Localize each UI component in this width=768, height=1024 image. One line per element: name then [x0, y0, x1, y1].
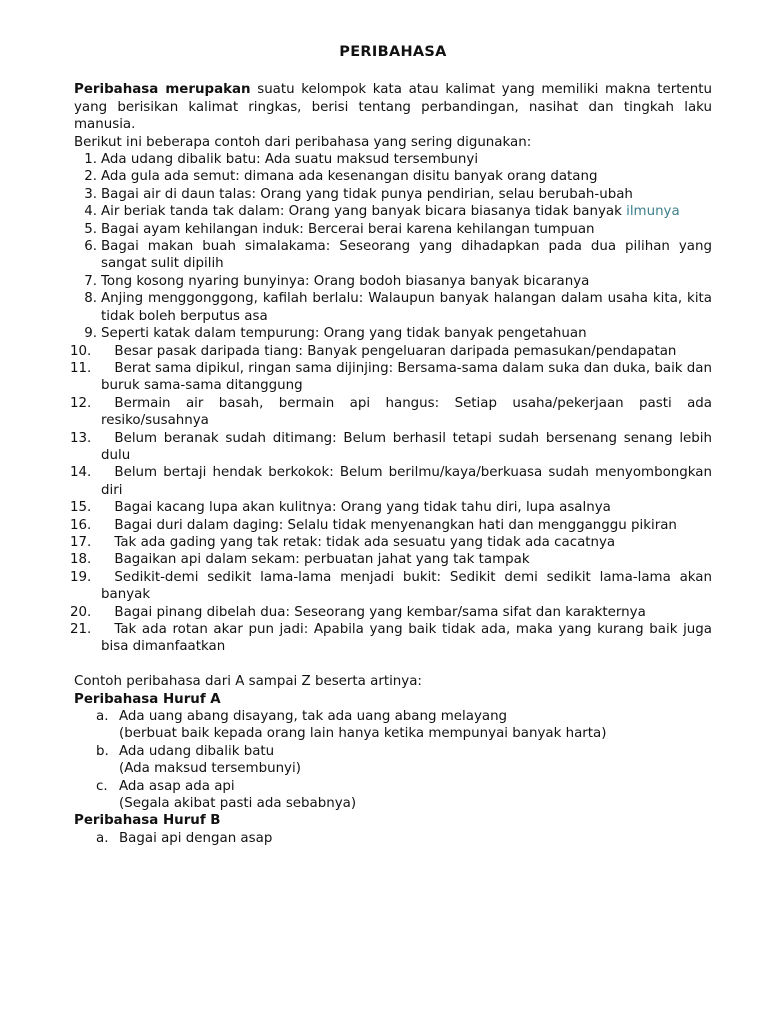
list-item-number: 5. — [84, 221, 97, 237]
list-item-text: Sedikit-demi sedikit lama-lama menjadi bukit: Sedikit demi sedikit lama-lama akan banyak — [101, 569, 712, 603]
list-item-text: Belum beranak sudah ditimang: Belum berhasil tetapi sudah bersenang senang lebih dulu — [101, 430, 712, 463]
list-item-text: Bagai air di daun talas: Orang yang tidak punya pendirian, selau berubah-ubah — [101, 186, 633, 202]
section-entry — [74, 778, 712, 813]
list-item — [70, 360, 712, 395]
intro-text: suatu kelompok kata atau kalimat yang memiliki makna tertentu yang berisikan kalimat ringkas, berisi tentang perbandingan, nasihat dan tingkah laku manusia. — [74, 82, 712, 133]
list-item-text: Berat sama dipikul, ringan sama dijinjing: Bersama-sama dalam suka dan duka, baik dan buruk sama-sama ditanggung — [101, 360, 712, 394]
list-item — [74, 238, 712, 273]
entry-meaning: (berbuat baik kepada orang lain hanya ketika mempunyai banyak harta) — [119, 726, 607, 742]
list-item-text: Tong kosong nyaring bunyinya: Orang bodoh biasanya banyak bicaranya — [101, 273, 590, 289]
list-item-text: Anjing menggonggong, kafilah berlalu: Walaupun banyak halangan dalam usaha kita, kita tidak boleh berputus asa — [101, 291, 712, 324]
list-item — [70, 621, 712, 656]
list-item-number: 17. — [70, 534, 92, 550]
inline-link[interactable]: ilmunya — [621, 204, 680, 220]
list-item — [74, 290, 712, 325]
section-entry — [74, 708, 712, 743]
entry-letter: b. — [96, 743, 109, 759]
list-item-number: 15. — [70, 500, 92, 516]
entry-meaning: (Segala akibat pasti ada sebabnya) — [119, 796, 357, 812]
list-item — [74, 186, 712, 203]
list-item-number: 2. — [84, 169, 97, 185]
list-item-number: 10. — [70, 343, 92, 359]
list-item-text: Bagai pinang dibelah dua: Seseorang yang kembar/sama sifat dan karakternya — [114, 604, 646, 620]
list-item — [74, 203, 712, 220]
list-item-number: 18. — [70, 552, 92, 568]
list-item — [74, 168, 712, 185]
list-item — [74, 273, 712, 290]
list-item-number: 3. — [84, 186, 97, 202]
proverb-list — [70, 151, 712, 656]
list-item-text: Seperti katak dalam tempurung: Orang yang tidak banyak pengetahuan — [101, 326, 587, 342]
list-item — [70, 499, 712, 516]
list-item-text: Ada udang dibalik batu: Ada suatu maksud tersembunyi — [101, 152, 479, 168]
list-item — [70, 464, 712, 499]
spacer — [74, 656, 712, 673]
list-item-number: 14. — [70, 465, 92, 481]
list-item-text: Tak ada rotan akar pun jadi: Apabila yang baik tidak ada, maka yang kurang baik juga bisa dimanfaatkan — [101, 622, 712, 655]
list-item-number: 12. — [70, 395, 92, 411]
section-list — [74, 830, 712, 847]
entry-proverb: Ada asap ada api — [119, 778, 235, 794]
list-item-number: 16. — [70, 517, 92, 533]
list-item — [70, 343, 712, 360]
list-lead: Berikut ini beberapa contoh dari peribahasa yang sering digunakan: — [74, 134, 532, 150]
list-item-number: 8. — [84, 291, 97, 307]
intro-bold-term: Peribahasa merupakan — [74, 82, 251, 98]
list-item — [74, 221, 712, 238]
intro-paragraph — [74, 81, 712, 133]
list-item-number: 20. — [70, 604, 92, 620]
entry-proverb: Ada uang abang disayang, tak ada uang abang melayang — [119, 709, 508, 725]
list-item — [70, 395, 712, 430]
section-entry — [74, 830, 712, 847]
list-item-number: 6. — [84, 239, 97, 255]
list-item-text: Besar pasak daripada tiang: Banyak pengeluaran daripada pemasukan/pendapatan — [114, 343, 677, 359]
section-heading: Peribahasa Huruf B — [74, 813, 221, 829]
list-item — [70, 551, 712, 568]
page-title: PERIBAHASA — [339, 44, 447, 60]
list-item-text: Bagai ayam kehilangan induk: Bercerai berai karena kehilangan tumpuan — [101, 221, 595, 237]
entry-proverb: Bagai api dengan asap — [119, 830, 273, 846]
list-item-number: 1. — [84, 152, 97, 168]
list-item — [70, 517, 712, 534]
az-intro: Contoh peribahasa dari A sampai Z beserta artinya: — [74, 674, 422, 690]
section-entry — [74, 743, 712, 778]
list-item-number: 4. — [84, 204, 97, 220]
list-item-number: 21. — [70, 622, 92, 637]
list-item-number: 11. — [70, 360, 92, 376]
list-item-text: Bagaikan api dalam sekam: perbuatan jahat yang tak tampak — [114, 552, 530, 568]
letter-sections — [74, 691, 712, 848]
list-item — [74, 325, 712, 342]
list-item-text: Tak ada gading yang tak retak: tidak ada sesuatu yang tidak ada cacatnya — [114, 534, 616, 550]
list-item-text: Bermain air basah, bermain api hangus: Setiap usaha/pekerjaan pasti ada resiko/susahnya — [101, 395, 712, 429]
list-item-text: Bagai duri dalam daging: Selalu tidak menyenangkan hati dan mengganggu pikiran — [114, 517, 677, 533]
list-item-number: 19. — [70, 569, 92, 585]
entry-meaning: (Ada maksud tersembunyi) — [119, 761, 301, 777]
list-item-text: Belum bertaji hendak berkokok: Belum berilmu/kaya/berkuasa sudah menyombongkan diri — [101, 465, 712, 498]
document-page — [70, 44, 712, 847]
entry-proverb: Ada udang dibalik batu — [119, 743, 275, 759]
list-item — [70, 430, 712, 465]
section-heading: Peribahasa Huruf A — [74, 691, 221, 707]
list-item-text: Bagai makan buah simalakama: Seseorang yang dihadapkan pada dua pilihan yang sangat sulit dipilih — [101, 239, 712, 272]
list-item-number: 13. — [70, 430, 92, 446]
entry-letter: a. — [96, 830, 109, 846]
entry-letter: a. — [96, 709, 109, 725]
list-item — [70, 604, 712, 621]
list-item-text: Ada gula ada semut: dimana ada kesenangan disitu banyak orang datang — [101, 169, 598, 185]
list-item-text: Air beriak tanda tak dalam: Orang yang banyak bicara biasanya tidak banyak — [101, 204, 622, 220]
list-item-number: 7. — [84, 273, 97, 289]
list-item — [70, 534, 712, 551]
section-list — [74, 708, 712, 812]
list-item — [74, 151, 712, 168]
list-item — [70, 569, 712, 604]
list-item-number: 9. — [84, 326, 97, 342]
entry-letter: c. — [96, 778, 108, 794]
list-item-text: Bagai kacang lupa akan kulitnya: Orang yang tidak tahu diri, lupa asalnya — [114, 500, 611, 516]
